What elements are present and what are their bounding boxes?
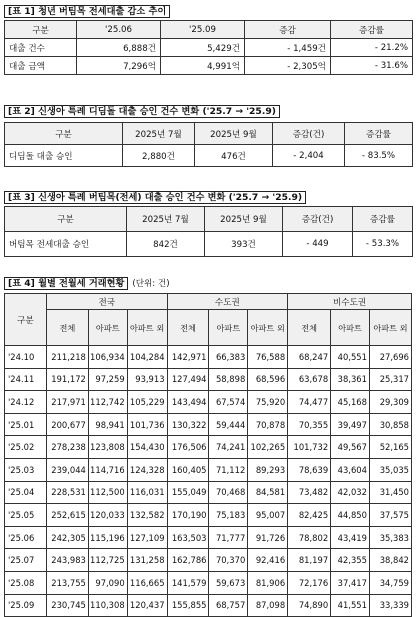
table-cell: 74,477: [288, 391, 331, 414]
table1-header: 구분: [5, 21, 77, 39]
table-cell: 58,898: [209, 368, 248, 391]
table2-title-wrap: [4, 103, 412, 119]
table-cell: - 2,305억: [245, 57, 331, 75]
table4-body: [5, 346, 412, 617]
table-row: [5, 368, 412, 391]
month-label: '25.07: [5, 549, 47, 572]
table-cell: 76,588: [248, 346, 288, 369]
table-cell: - 31.6%: [331, 57, 413, 75]
table-cell: 120,033: [88, 504, 127, 527]
table-cell: 200,677: [46, 413, 88, 436]
table-cell: 70,370: [209, 549, 248, 572]
table-cell: 93,913: [127, 368, 167, 391]
month-label: '25.06: [5, 526, 47, 549]
table-cell: 72,176: [288, 571, 331, 594]
table3-header-row: [5, 207, 413, 232]
table-cell: 38,842: [369, 549, 411, 572]
table-cell: 101,732: [288, 436, 331, 459]
month-label: '25.08: [5, 571, 47, 594]
table-cell: 112,725: [88, 549, 127, 572]
table-row: [5, 145, 413, 167]
table3-title: [표 3] 신생아 특례 버팀목(전세) 대출 승인 건수 변화 ('25.7 → '25.9): [4, 191, 306, 204]
table-cell: 127,109: [127, 526, 167, 549]
table-cell: - 53.3%: [353, 232, 413, 257]
table-cell: 68,247: [288, 346, 331, 369]
table-cell: 124,328: [127, 458, 167, 481]
table3-header: 2025년 9월: [205, 207, 283, 232]
table-cell: 73,482: [288, 481, 331, 504]
table-cell: 130,322: [167, 413, 209, 436]
table-cell: 4,991억: [161, 57, 245, 75]
table-cell: 31,450: [369, 481, 411, 504]
table2-header: 2025년 7월: [123, 123, 195, 145]
table-row: [5, 458, 412, 481]
table-cell: 278,238: [46, 436, 88, 459]
table-cell: 97,090: [88, 571, 127, 594]
table-cell: 34,759: [369, 571, 411, 594]
table-cell: 155,049: [167, 481, 209, 504]
table-cell: 81,906: [248, 571, 288, 594]
table4-monthly-rentals: [4, 293, 412, 617]
table-cell: 7,296억: [77, 57, 161, 75]
table-cell: 63,678: [288, 368, 331, 391]
group-header: 비수도권: [288, 294, 412, 310]
sub-header: 아파트 외: [369, 310, 411, 346]
table-cell: 114,716: [88, 458, 127, 481]
table-cell: 70,355: [288, 413, 331, 436]
month-label: '25.01: [5, 413, 47, 436]
table-cell: 92,416: [248, 549, 288, 572]
table-cell: - 21.2%: [331, 39, 413, 57]
table-cell: 842건: [127, 232, 205, 257]
table-cell: 81,197: [288, 549, 331, 572]
table-cell: - 1,459건: [245, 39, 331, 57]
table-cell: 141,579: [167, 571, 209, 594]
table-cell: 230,745: [46, 594, 88, 617]
table1-title-wrap: [4, 3, 412, 19]
table-row: [5, 39, 413, 57]
table-cell: 37,417: [331, 571, 370, 594]
table-cell: 78,639: [288, 458, 331, 481]
table-cell: 33,339: [369, 594, 411, 617]
table-cell: 25,317: [369, 368, 411, 391]
table-row: [5, 526, 412, 549]
group-header: 수도권: [167, 294, 288, 310]
table-cell: 131,258: [127, 549, 167, 572]
table4-col-label: 구분: [5, 294, 47, 346]
month-label: '24.10: [5, 346, 47, 369]
table2-header: 2025년 9월: [195, 123, 273, 145]
table-cell: 239,044: [46, 458, 88, 481]
sub-header: 아파트: [331, 310, 370, 346]
table-cell: 71,777: [209, 526, 248, 549]
table-cell: 82,425: [288, 504, 331, 527]
table-cell: 160,405: [167, 458, 209, 481]
table3-header: 구분: [5, 207, 127, 232]
sub-header: 전체: [167, 310, 209, 346]
table-cell: 42,355: [331, 549, 370, 572]
table1-title: [표 1] 청년 버팀목 전세대출 감소 추이: [4, 5, 170, 18]
table-cell: 155,855: [167, 594, 209, 617]
table2-didimdol-loan: [4, 122, 413, 167]
table-cell: 30,858: [369, 413, 411, 436]
table1-youth-loan: [4, 20, 413, 75]
table-cell: 78,802: [288, 526, 331, 549]
table4-unit: (단위: 건): [132, 279, 170, 289]
table2-header-row: [5, 123, 413, 145]
table1-header: '25.09: [161, 21, 245, 39]
table-cell: 101,736: [127, 413, 167, 436]
month-label: '25.05: [5, 504, 47, 527]
table1-header: 증감률: [331, 21, 413, 39]
table-cell: 163,503: [167, 526, 209, 549]
table-cell: - 2,404: [273, 145, 345, 167]
table-cell: 142,971: [167, 346, 209, 369]
table-cell: 115,196: [88, 526, 127, 549]
month-label: '24.12: [5, 391, 47, 414]
table-cell: - 83.5%: [345, 145, 413, 167]
table-cell: 74,241: [209, 436, 248, 459]
table2-header: 구분: [5, 123, 123, 145]
table3-beotimmok-loan: [4, 206, 413, 257]
table-cell: 49,567: [331, 436, 370, 459]
table-cell: 68,596: [248, 368, 288, 391]
sub-header: 아파트 외: [127, 310, 167, 346]
table-cell: 102,265: [248, 436, 288, 459]
table-row: [5, 436, 412, 459]
table-cell: 211,218: [46, 346, 88, 369]
table-cell: 74,890: [288, 594, 331, 617]
table-cell: 143,494: [167, 391, 209, 414]
table-cell: 27,696: [369, 346, 411, 369]
month-label: '25.09: [5, 594, 47, 617]
table3-title-wrap: [4, 189, 412, 205]
table-row: [5, 549, 412, 572]
table-cell: 45,168: [331, 391, 370, 414]
table-cell: 393건: [205, 232, 283, 257]
table-cell: 2,880건: [123, 145, 195, 167]
table-cell: 37,575: [369, 504, 411, 527]
month-label: '25.03: [5, 458, 47, 481]
table-cell: 476건: [195, 145, 273, 167]
month-label: '25.04: [5, 481, 47, 504]
row-label: 디딤돌 대출 승인: [5, 145, 123, 167]
table-cell: 52,165: [369, 436, 411, 459]
table-cell: 154,430: [127, 436, 167, 459]
table-cell: 132,582: [127, 504, 167, 527]
table-cell: 98,941: [88, 413, 127, 436]
table-cell: 68,757: [209, 594, 248, 617]
table-cell: 213,755: [46, 571, 88, 594]
table-cell: 170,190: [167, 504, 209, 527]
table-cell: 97,259: [88, 368, 127, 391]
row-label: 대출 건수: [5, 39, 77, 57]
table-row: [5, 481, 412, 504]
table1-header-row: [5, 21, 413, 39]
table-cell: 29,309: [369, 391, 411, 414]
table4-title: [표 4] 월별 전월세 거래현황: [4, 277, 128, 290]
table-cell: 43,604: [331, 458, 370, 481]
table-row: [5, 57, 413, 75]
table-cell: 89,293: [248, 458, 288, 481]
table-cell: 70,468: [209, 481, 248, 504]
table-cell: 59,673: [209, 571, 248, 594]
table-cell: 112,500: [88, 481, 127, 504]
table-cell: 91,726: [248, 526, 288, 549]
table1-header: '25.06: [77, 21, 161, 39]
table-cell: 191,172: [46, 368, 88, 391]
table3-header: 2025년 7월: [127, 207, 205, 232]
table-cell: 5,429건: [161, 39, 245, 57]
table4-sub-row: [5, 310, 412, 346]
table3-header: 증감률: [353, 207, 413, 232]
table-cell: 243,983: [46, 549, 88, 572]
row-label: 대출 금액: [5, 57, 77, 75]
table2-header: 증감률: [345, 123, 413, 145]
table-cell: 228,531: [46, 481, 88, 504]
table-cell: 123,808: [88, 436, 127, 459]
table4-group-row: [5, 294, 412, 310]
table-row: [5, 346, 412, 369]
table4-title-wrap: [4, 275, 412, 291]
table-cell: 87,098: [248, 594, 288, 617]
table-cell: 176,506: [167, 436, 209, 459]
table-row: [5, 413, 412, 436]
table-row: [5, 504, 412, 527]
month-label: '24.11: [5, 368, 47, 391]
table-row: [5, 594, 412, 617]
table-cell: 75,183: [209, 504, 248, 527]
table-cell: 38,361: [331, 368, 370, 391]
sub-header: 아파트: [209, 310, 248, 346]
table2-title: [표 2] 신생아 특례 디딤돌 대출 승인 건수 변화 ('25.7 → '25.9): [4, 105, 280, 118]
group-header: 전국: [46, 294, 167, 310]
table-cell: 59,444: [209, 413, 248, 436]
table-cell: 70,878: [248, 413, 288, 436]
table1-header: 증감: [245, 21, 331, 39]
row-label: 버팀목 전세대출 승인: [5, 232, 127, 257]
table-cell: 252,615: [46, 504, 88, 527]
table-cell: 106,934: [88, 346, 127, 369]
table-cell: 43,419: [331, 526, 370, 549]
table-row: [5, 571, 412, 594]
sub-header: 아파트 외: [248, 310, 288, 346]
table-cell: 116,031: [127, 481, 167, 504]
table-cell: 40,551: [331, 346, 370, 369]
table-cell: 66,383: [209, 346, 248, 369]
table-cell: 71,112: [209, 458, 248, 481]
table-cell: 105,229: [127, 391, 167, 414]
sub-header: 전체: [46, 310, 88, 346]
table-cell: 67,574: [209, 391, 248, 414]
table-cell: 112,742: [88, 391, 127, 414]
table-cell: 127,494: [167, 368, 209, 391]
month-label: '25.02: [5, 436, 47, 459]
sub-header: 아파트: [88, 310, 127, 346]
table-cell: 75,920: [248, 391, 288, 414]
table-cell: 42,032: [331, 481, 370, 504]
table-cell: 104,284: [127, 346, 167, 369]
table-cell: 162,786: [167, 549, 209, 572]
table3-header: 증감(건): [283, 207, 353, 232]
table-cell: 120,437: [127, 594, 167, 617]
table-cell: 44,850: [331, 504, 370, 527]
table-cell: 39,497: [331, 413, 370, 436]
table-cell: 41,551: [331, 594, 370, 617]
table-cell: 242,305: [46, 526, 88, 549]
table-cell: 217,971: [46, 391, 88, 414]
table-cell: 110,308: [88, 594, 127, 617]
table-cell: 35,035: [369, 458, 411, 481]
table-row: [5, 232, 413, 257]
sub-header: 전체: [288, 310, 331, 346]
table-cell: 35,383: [369, 526, 411, 549]
table-cell: - 449: [283, 232, 353, 257]
table-cell: 95,007: [248, 504, 288, 527]
table-cell: 84,581: [248, 481, 288, 504]
table2-header: 증감(건): [273, 123, 345, 145]
table-row: [5, 391, 412, 414]
table-cell: 116,665: [127, 571, 167, 594]
table-cell: 6,888건: [77, 39, 161, 57]
